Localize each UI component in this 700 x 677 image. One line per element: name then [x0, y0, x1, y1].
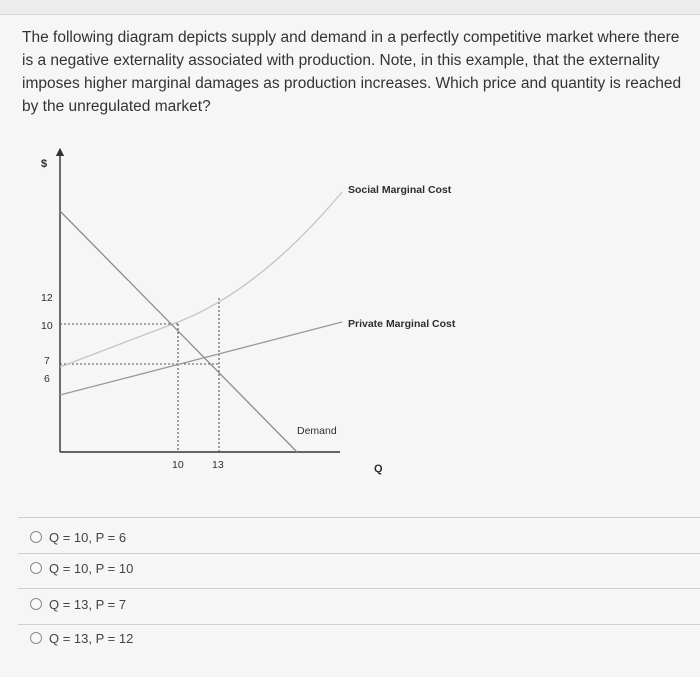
option-2[interactable]	[30, 557, 133, 579]
radio-icon[interactable]	[30, 598, 42, 610]
radio-icon[interactable]	[30, 531, 42, 543]
x-tick-10: 10	[172, 459, 184, 471]
y-tick-10: 10	[41, 320, 53, 332]
option-divider	[18, 517, 700, 518]
option-divider	[18, 588, 700, 589]
option-divider	[18, 624, 700, 625]
y-tick-6: 6	[44, 373, 50, 385]
option-4-label: Q = 13, P = 12	[49, 630, 134, 646]
demand-curve	[60, 211, 297, 452]
radio-icon[interactable]	[30, 562, 42, 574]
private-marginal-cost-curve	[60, 322, 342, 395]
demand-label: Demand	[297, 425, 337, 437]
social-marginal-cost-label: Social Marginal Cost	[348, 184, 452, 196]
y-axis-label: $	[41, 158, 48, 170]
option-1-label: Q = 10, P = 6	[49, 529, 127, 545]
y-tick-7: 7	[44, 355, 50, 367]
private-marginal-cost-label: Private Marginal Cost	[348, 318, 456, 330]
x-axis-label: Q	[374, 463, 383, 475]
x-tick-13: 13	[212, 459, 224, 471]
option-4[interactable]	[30, 627, 133, 649]
social-marginal-cost-curve	[60, 192, 342, 367]
radio-icon[interactable]	[30, 632, 42, 644]
option-divider	[18, 553, 700, 554]
option-3-label: Q = 13, P = 7	[49, 596, 127, 612]
y-tick-12: 12	[41, 292, 53, 304]
question-text: The following diagram depicts supply and demand in a perfectly competitive market where there is a negative externality associated with production. Note, in this example, that the externality imposes higher marginal damages as production increases. Which price and quantity is reached by the unregulated market?	[22, 29, 682, 115]
option-1[interactable]	[30, 526, 126, 548]
option-3[interactable]	[30, 593, 126, 615]
option-2-label: Q = 10, P = 10	[49, 560, 134, 576]
